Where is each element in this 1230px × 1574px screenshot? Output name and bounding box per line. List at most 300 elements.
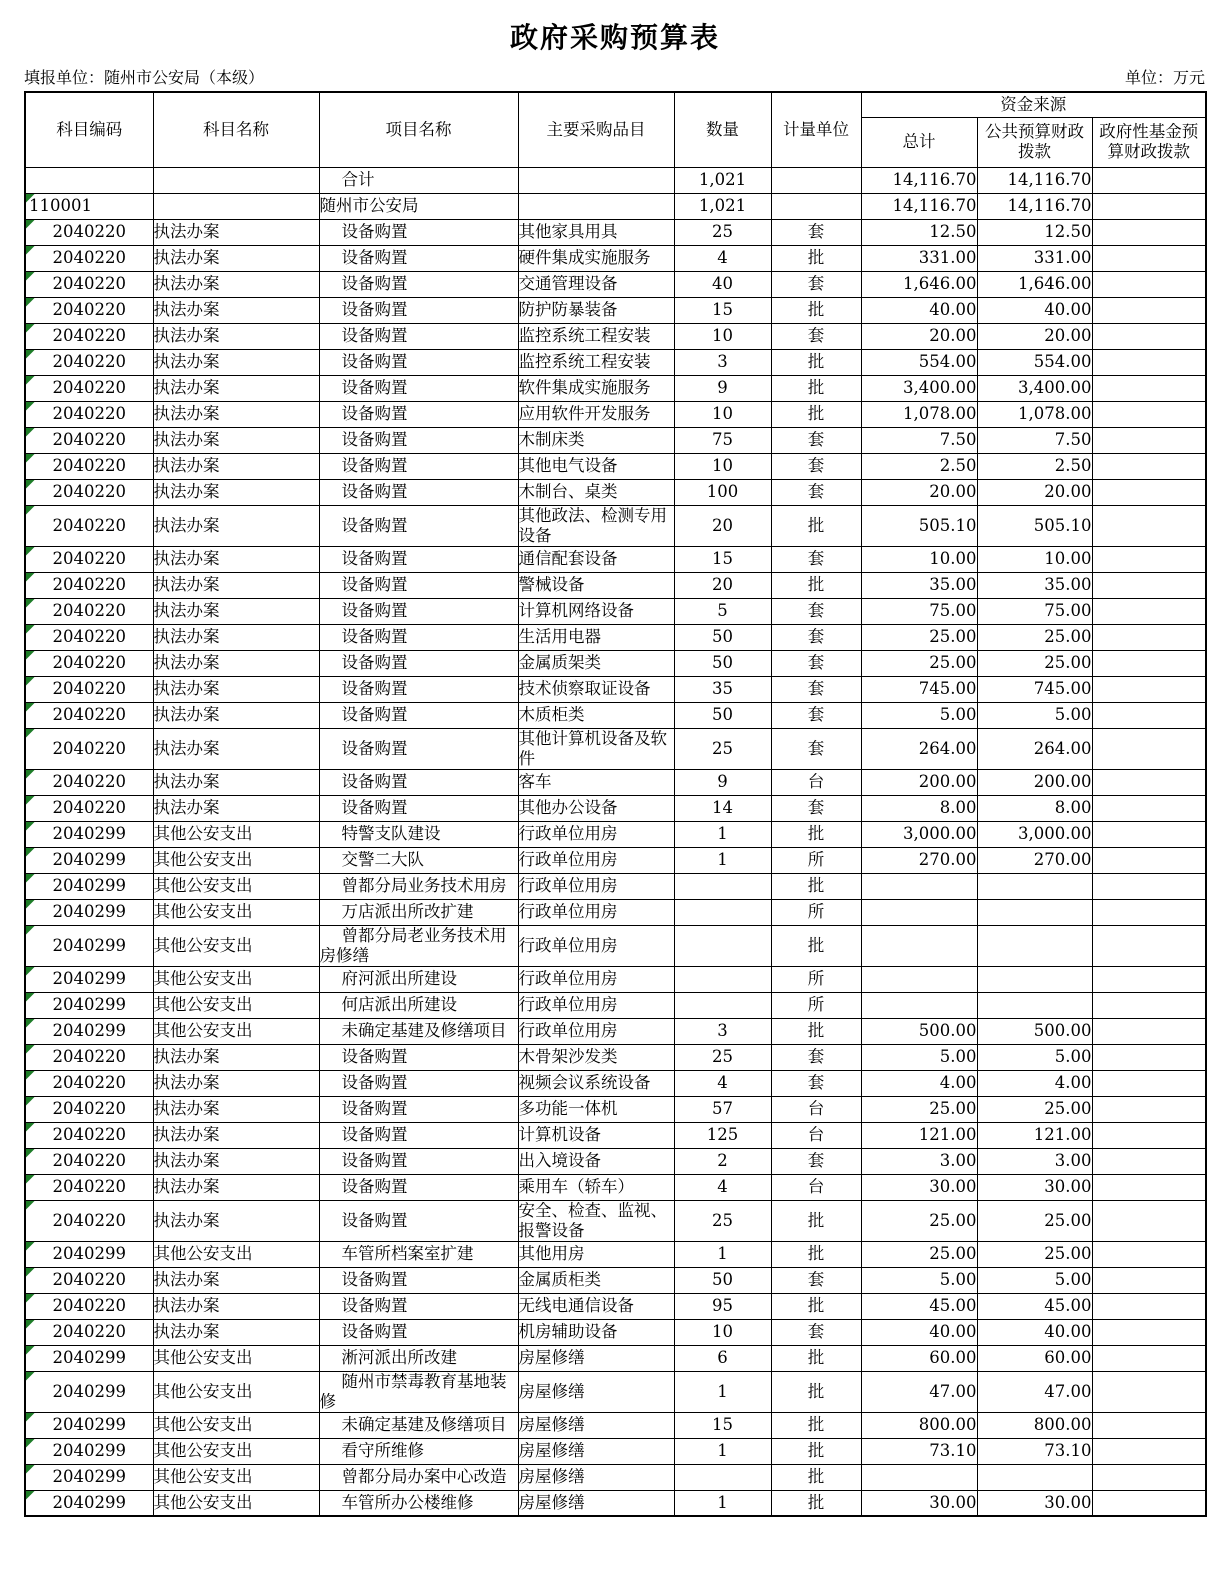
cell-subject-code: 2040299 [25, 1371, 153, 1412]
cell-main-item: 其他办公设备 [518, 795, 674, 821]
cell-gov-fund [1092, 349, 1206, 375]
cell-public-budget: 500.00 [977, 1018, 1092, 1044]
cell-total: 14,116.70 [861, 167, 977, 193]
cell-measure-unit: 套 [771, 1044, 861, 1070]
cell-main-item: 其他电气设备 [518, 453, 674, 479]
cell-main-item: 客车 [518, 769, 674, 795]
cell-subject-name: 其他公安支出 [153, 1371, 319, 1412]
cell-total: 505.10 [861, 505, 977, 546]
cell-subject-code: 2040220 [25, 546, 153, 572]
cell-quantity: 4 [674, 245, 771, 271]
cell-public-budget: 7.50 [977, 427, 1092, 453]
cell-public-budget: 1,646.00 [977, 271, 1092, 297]
cell-subject-code: 2040220 [25, 427, 153, 453]
table-row [25, 505, 1206, 546]
cell-quantity: 4 [674, 1070, 771, 1096]
cell-quantity: 20 [674, 505, 771, 546]
cell-subject-code: 2040220 [25, 572, 153, 598]
error-check-triangle-icon [26, 822, 35, 831]
cell-subject-code: 2040299 [25, 1490, 153, 1516]
error-check-triangle-icon [26, 625, 35, 634]
cell-subject-name: 执法办案 [153, 323, 319, 349]
cell-project-name: 曾都分局办案中心改造 [319, 1464, 518, 1490]
table-row [25, 1070, 1206, 1096]
cell-gov-fund [1092, 1148, 1206, 1174]
cell-total: 500.00 [861, 1018, 977, 1044]
cell-subject-code: 2040299 [25, 899, 153, 925]
table-row [25, 1174, 1206, 1200]
cell-main-item: 行政单位用房 [518, 1018, 674, 1044]
cell-measure-unit: 套 [771, 453, 861, 479]
cell-project-name: 随州市禁毒教育基地装修 [319, 1371, 518, 1412]
cell-main-item: 金属质柜类 [518, 1267, 674, 1293]
cell-subject-code: 2040220 [25, 1200, 153, 1241]
table-row [25, 1241, 1206, 1267]
cell-gov-fund [1092, 167, 1206, 193]
cell-measure-unit: 批 [771, 1345, 861, 1371]
cell-subject-code: 2040220 [25, 349, 153, 375]
cell-subject-code: 2040299 [25, 966, 153, 992]
cell-subject-name: 执法办案 [153, 219, 319, 245]
error-check-triangle-icon [26, 967, 35, 976]
error-check-triangle-icon [26, 1071, 35, 1080]
cell-quantity: 25 [674, 1200, 771, 1241]
table-row [25, 167, 1206, 193]
cell-public-budget: 20.00 [977, 479, 1092, 505]
cell-subject-code: 2040220 [25, 479, 153, 505]
cell-total: 25.00 [861, 1096, 977, 1122]
error-check-triangle-icon [26, 677, 35, 686]
cell-main-item: 木质柜类 [518, 702, 674, 728]
cell-subject-name: 执法办案 [153, 1122, 319, 1148]
cell-public-budget: 264.00 [977, 728, 1092, 769]
cell-public-budget: 40.00 [977, 297, 1092, 323]
cell-total [861, 873, 977, 899]
cell-subject-name: 其他公安支出 [153, 1464, 319, 1490]
cell-subject-name: 其他公安支出 [153, 873, 319, 899]
cell-gov-fund [1092, 1096, 1206, 1122]
cell-public-budget: 270.00 [977, 847, 1092, 873]
cell-project-name: 设备购置 [319, 297, 518, 323]
cell-quantity: 10 [674, 401, 771, 427]
table-row [25, 375, 1206, 401]
cell-total: 5.00 [861, 1267, 977, 1293]
cell-total: 554.00 [861, 349, 977, 375]
cell-measure-unit: 套 [771, 427, 861, 453]
cell-measure-unit: 台 [771, 1122, 861, 1148]
error-check-triangle-icon [26, 506, 35, 515]
cell-quantity [674, 899, 771, 925]
table-row [25, 650, 1206, 676]
cell-subject-code: 2040220 [25, 1122, 153, 1148]
cell-public-budget: 200.00 [977, 769, 1092, 795]
table-row [25, 1412, 1206, 1438]
cell-quantity: 20 [674, 572, 771, 598]
cell-main-item: 房屋修缮 [518, 1438, 674, 1464]
cell-subject-name: 执法办案 [153, 1096, 319, 1122]
cell-gov-fund [1092, 297, 1206, 323]
cell-gov-fund [1092, 1267, 1206, 1293]
table-row [25, 925, 1206, 966]
cell-gov-fund [1092, 572, 1206, 598]
cell-gov-fund [1092, 1070, 1206, 1096]
cell-subject-code: 2040220 [25, 297, 153, 323]
cell-measure-unit: 所 [771, 847, 861, 873]
cell-measure-unit: 套 [771, 702, 861, 728]
table-row [25, 624, 1206, 650]
cell-measure-unit: 批 [771, 401, 861, 427]
cell-main-item: 房屋修缮 [518, 1412, 674, 1438]
cell-total: 4.00 [861, 1070, 977, 1096]
cell-public-budget: 5.00 [977, 702, 1092, 728]
cell-quantity: 50 [674, 1267, 771, 1293]
cell-total: 25.00 [861, 1200, 977, 1241]
cell-measure-unit: 批 [771, 375, 861, 401]
table-row [25, 1371, 1206, 1412]
cell-gov-fund [1092, 1464, 1206, 1490]
cell-main-item: 监控系统工程安装 [518, 349, 674, 375]
table-row [25, 676, 1206, 702]
table-row [25, 1148, 1206, 1174]
cell-quantity: 4 [674, 1174, 771, 1200]
error-check-triangle-icon [26, 1491, 35, 1500]
cell-measure-unit: 批 [771, 1241, 861, 1267]
cell-quantity: 1 [674, 821, 771, 847]
cell-subject-code: 2040220 [25, 769, 153, 795]
cell-main-item: 视频会议系统设备 [518, 1070, 674, 1096]
cell-public-budget: 12.50 [977, 219, 1092, 245]
cell-quantity: 1 [674, 1371, 771, 1412]
cell-total: 331.00 [861, 245, 977, 271]
cell-measure-unit: 批 [771, 873, 861, 899]
cell-subject-code: 2040220 [25, 453, 153, 479]
cell-measure-unit: 套 [771, 546, 861, 572]
cell-total: 73.10 [861, 1438, 977, 1464]
cell-public-budget [977, 1464, 1092, 1490]
cell-main-item: 应用软件开发服务 [518, 401, 674, 427]
cell-subject-code: 2040220 [25, 728, 153, 769]
cell-public-budget: 25.00 [977, 1096, 1092, 1122]
cell-total: 14,116.70 [861, 193, 977, 219]
cell-quantity: 15 [674, 546, 771, 572]
cell-total: 60.00 [861, 1345, 977, 1371]
header-main-item: 主要采购品目 [518, 92, 674, 167]
cell-total: 800.00 [861, 1412, 977, 1438]
cell-measure-unit: 套 [771, 1070, 861, 1096]
cell-public-budget: 8.00 [977, 795, 1092, 821]
cell-public-budget [977, 992, 1092, 1018]
table-row [25, 1018, 1206, 1044]
cell-public-budget: 30.00 [977, 1174, 1092, 1200]
cell-subject-code: 2040220 [25, 1267, 153, 1293]
cell-measure-unit: 台 [771, 1174, 861, 1200]
cell-measure-unit: 所 [771, 992, 861, 1018]
cell-project-name: 设备购置 [319, 219, 518, 245]
cell-subject-name: 执法办案 [153, 245, 319, 271]
error-check-triangle-icon [26, 1439, 35, 1448]
error-check-triangle-icon [26, 1045, 35, 1054]
cell-gov-fund [1092, 271, 1206, 297]
cell-total: 1,078.00 [861, 401, 977, 427]
cell-measure-unit: 批 [771, 1490, 861, 1516]
cell-subject-code: 2040220 [25, 375, 153, 401]
cell-public-budget: 5.00 [977, 1267, 1092, 1293]
cell-quantity: 25 [674, 728, 771, 769]
cell-main-item: 机房辅助设备 [518, 1319, 674, 1345]
cell-measure-unit [771, 167, 861, 193]
cell-quantity: 50 [674, 702, 771, 728]
cell-public-budget: 10.00 [977, 546, 1092, 572]
error-check-triangle-icon [26, 1242, 35, 1251]
cell-subject-name: 执法办案 [153, 1200, 319, 1241]
cell-quantity: 10 [674, 323, 771, 349]
cell-subject-name: 其他公安支出 [153, 1241, 319, 1267]
cell-measure-unit: 套 [771, 219, 861, 245]
cell-main-item: 通信配套设备 [518, 546, 674, 572]
cell-project-name: 设备购置 [319, 479, 518, 505]
table-row [25, 873, 1206, 899]
cell-quantity: 10 [674, 453, 771, 479]
cell-quantity: 40 [674, 271, 771, 297]
error-check-triangle-icon [26, 993, 35, 1002]
cell-total: 75.00 [861, 598, 977, 624]
error-check-triangle-icon [26, 1413, 35, 1422]
cell-subject-code: 2040220 [25, 1148, 153, 1174]
cell-quantity: 2 [674, 1148, 771, 1174]
cell-project-name: 看守所维修 [319, 1438, 518, 1464]
cell-project-name: 设备购置 [319, 505, 518, 546]
cell-subject-name: 执法办案 [153, 1293, 319, 1319]
cell-subject-name: 其他公安支出 [153, 1345, 319, 1371]
cell-measure-unit: 批 [771, 572, 861, 598]
cell-project-name: 设备购置 [319, 598, 518, 624]
cell-project-name: 设备购置 [319, 650, 518, 676]
error-check-triangle-icon [26, 1175, 35, 1184]
cell-subject-name: 其他公安支出 [153, 821, 319, 847]
cell-subject-name: 执法办案 [153, 676, 319, 702]
cell-quantity [674, 1464, 771, 1490]
cell-subject-code: 2040299 [25, 1018, 153, 1044]
cell-quantity: 1,021 [674, 193, 771, 219]
cell-quantity: 1 [674, 847, 771, 873]
cell-subject-name: 执法办案 [153, 1044, 319, 1070]
cell-subject-name [153, 167, 319, 193]
error-check-triangle-icon [26, 194, 35, 203]
cell-subject-name: 执法办案 [153, 1070, 319, 1096]
cell-quantity: 9 [674, 769, 771, 795]
cell-quantity: 50 [674, 624, 771, 650]
cell-project-name: 府河派出所建设 [319, 966, 518, 992]
cell-main-item: 计算机设备 [518, 1122, 674, 1148]
cell-gov-fund [1092, 546, 1206, 572]
table-row [25, 1293, 1206, 1319]
error-check-triangle-icon [26, 651, 35, 660]
cell-subject-name: 执法办案 [153, 297, 319, 323]
cell-gov-fund [1092, 728, 1206, 769]
cell-subject-name: 其他公安支出 [153, 847, 319, 873]
cell-measure-unit: 批 [771, 245, 861, 271]
cell-project-name: 设备购置 [319, 1122, 518, 1148]
cell-total: 121.00 [861, 1122, 977, 1148]
cell-project-name: 设备购置 [319, 1174, 518, 1200]
cell-measure-unit: 套 [771, 650, 861, 676]
cell-public-budget: 25.00 [977, 1200, 1092, 1241]
table-row [25, 1464, 1206, 1490]
cell-subject-name: 执法办案 [153, 1267, 319, 1293]
cell-measure-unit: 批 [771, 1371, 861, 1412]
cell-gov-fund [1092, 925, 1206, 966]
cell-total: 30.00 [861, 1174, 977, 1200]
cell-total: 8.00 [861, 795, 977, 821]
cell-measure-unit: 套 [771, 323, 861, 349]
cell-project-name: 车管所办公楼维修 [319, 1490, 518, 1516]
cell-subject-code: 2040299 [25, 1345, 153, 1371]
error-check-triangle-icon [26, 1465, 35, 1474]
table-row [25, 847, 1206, 873]
cell-gov-fund [1092, 1174, 1206, 1200]
table-row [25, 795, 1206, 821]
cell-subject-name: 执法办案 [153, 427, 319, 453]
cell-total: 3.00 [861, 1148, 977, 1174]
cell-quantity [674, 925, 771, 966]
error-check-triangle-icon [26, 376, 35, 385]
cell-total: 40.00 [861, 297, 977, 323]
cell-total: 25.00 [861, 1241, 977, 1267]
cell-subject-name: 执法办案 [153, 650, 319, 676]
cell-project-name: 设备购置 [319, 1096, 518, 1122]
cell-main-item: 软件集成实施服务 [518, 375, 674, 401]
cell-subject-code: 2040220 [25, 702, 153, 728]
cell-measure-unit: 套 [771, 676, 861, 702]
filler-unit-label: 填报单位：随州市公安局（本级） [24, 68, 265, 87]
cell-total: 7.50 [861, 427, 977, 453]
cell-gov-fund [1092, 1490, 1206, 1516]
cell-gov-fund [1092, 1438, 1206, 1464]
error-check-triangle-icon [26, 547, 35, 556]
error-check-triangle-icon [26, 1201, 35, 1210]
cell-project-name: 淅河派出所改建 [319, 1345, 518, 1371]
cell-public-budget: 121.00 [977, 1122, 1092, 1148]
cell-gov-fund [1092, 193, 1206, 219]
cell-gov-fund [1092, 847, 1206, 873]
cell-project-name: 万店派出所改扩建 [319, 899, 518, 925]
cell-gov-fund [1092, 505, 1206, 546]
cell-subject-name: 执法办案 [153, 375, 319, 401]
cell-gov-fund [1092, 219, 1206, 245]
error-check-triangle-icon [26, 298, 35, 307]
cell-quantity: 1 [674, 1241, 771, 1267]
cell-project-name: 设备购置 [319, 401, 518, 427]
cell-public-budget [977, 873, 1092, 899]
cell-main-item: 木制台、桌类 [518, 479, 674, 505]
cell-measure-unit: 台 [771, 769, 861, 795]
error-check-triangle-icon [26, 848, 35, 857]
table-row [25, 479, 1206, 505]
table-row [25, 1490, 1206, 1516]
cell-subject-name: 其他公安支出 [153, 899, 319, 925]
cell-quantity: 3 [674, 1018, 771, 1044]
cell-main-item: 房屋修缮 [518, 1464, 674, 1490]
cell-public-budget: 3,400.00 [977, 375, 1092, 401]
cell-total: 47.00 [861, 1371, 977, 1412]
table-row [25, 1267, 1206, 1293]
cell-measure-unit: 批 [771, 505, 861, 546]
cell-project-name: 设备购置 [319, 624, 518, 650]
error-check-triangle-icon [26, 926, 35, 935]
cell-project-name: 设备购置 [319, 1044, 518, 1070]
cell-subject-name: 其他公安支出 [153, 966, 319, 992]
error-check-triangle-icon [26, 324, 35, 333]
cell-main-item: 多功能一体机 [518, 1096, 674, 1122]
table-row [25, 702, 1206, 728]
budget-table [24, 91, 1207, 1517]
cell-subject-code: 2040220 [25, 624, 153, 650]
cell-public-budget: 331.00 [977, 245, 1092, 271]
cell-total: 10.00 [861, 546, 977, 572]
cell-quantity: 25 [674, 219, 771, 245]
cell-quantity: 6 [674, 1345, 771, 1371]
cell-quantity: 95 [674, 1293, 771, 1319]
cell-total: 3,000.00 [861, 821, 977, 847]
cell-public-budget [977, 966, 1092, 992]
cell-main-item: 交通管理设备 [518, 271, 674, 297]
cell-gov-fund [1092, 899, 1206, 925]
page-title: 政府采购预算表 [509, 21, 720, 54]
cell-main-item: 出入境设备 [518, 1148, 674, 1174]
error-check-triangle-icon [26, 770, 35, 779]
cell-total: 20.00 [861, 323, 977, 349]
cell-public-budget: 25.00 [977, 624, 1092, 650]
table-row [25, 193, 1206, 219]
budget-table-body [25, 167, 1206, 1516]
cell-subject-code: 2040220 [25, 650, 153, 676]
cell-subject-name: 执法办案 [153, 349, 319, 375]
cell-subject-name: 执法办案 [153, 479, 319, 505]
cell-gov-fund [1092, 1371, 1206, 1412]
cell-main-item [518, 193, 674, 219]
cell-measure-unit: 套 [771, 728, 861, 769]
header-subject-name: 科目名称 [153, 92, 319, 167]
table-row [25, 821, 1206, 847]
cell-gov-fund [1092, 1200, 1206, 1241]
header-measure-unit: 计量单位 [771, 92, 861, 167]
cell-gov-fund [1092, 479, 1206, 505]
cell-public-budget: 4.00 [977, 1070, 1092, 1096]
cell-subject-code: 2040299 [25, 1438, 153, 1464]
cell-quantity: 100 [674, 479, 771, 505]
cell-main-item: 乘用车（轿车） [518, 1174, 674, 1200]
cell-measure-unit: 套 [771, 598, 861, 624]
cell-quantity [674, 966, 771, 992]
cell-quantity: 25 [674, 1044, 771, 1070]
cell-public-budget: 35.00 [977, 572, 1092, 598]
cell-main-item: 技术侦察取证设备 [518, 676, 674, 702]
table-row [25, 323, 1206, 349]
table-row [25, 271, 1206, 297]
cell-project-name: 设备购置 [319, 1070, 518, 1096]
cell-subject-code: 2040299 [25, 847, 153, 873]
cell-total [861, 966, 977, 992]
cell-measure-unit [771, 193, 861, 219]
cell-public-budget: 75.00 [977, 598, 1092, 624]
cell-project-name: 交警二大队 [319, 847, 518, 873]
cell-total: 745.00 [861, 676, 977, 702]
cell-public-budget: 60.00 [977, 1345, 1092, 1371]
cell-main-item: 其他计算机设备及软件 [518, 728, 674, 769]
cell-subject-name: 执法办案 [153, 1148, 319, 1174]
error-check-triangle-icon [26, 1123, 35, 1132]
error-check-triangle-icon [26, 454, 35, 463]
